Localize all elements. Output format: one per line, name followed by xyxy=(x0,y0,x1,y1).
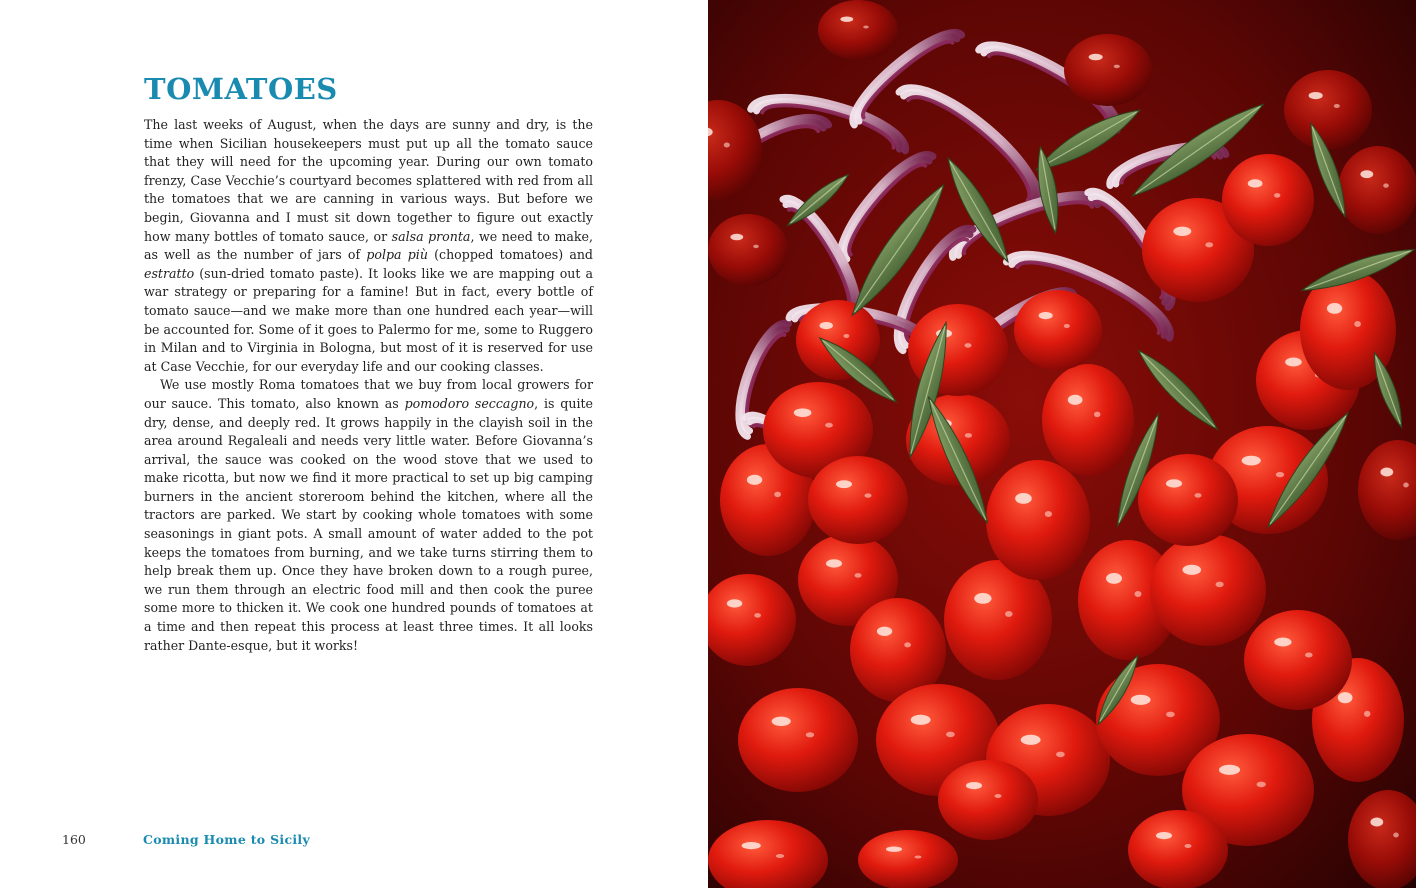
italic-term: salsa pronta xyxy=(391,228,471,244)
tomato xyxy=(1244,610,1352,710)
tomato xyxy=(1150,534,1266,646)
paragraph xyxy=(144,116,593,376)
tomato xyxy=(1338,146,1416,234)
tomato xyxy=(738,688,858,792)
tomato xyxy=(858,830,958,888)
tomato xyxy=(938,760,1038,840)
tomato xyxy=(1128,810,1228,888)
italic-term: polpa più xyxy=(366,247,428,263)
tomato-pot-photo-illustration xyxy=(708,0,1416,888)
tomato xyxy=(1042,364,1134,476)
tomato xyxy=(1064,34,1152,106)
tomato xyxy=(708,214,788,286)
italic-term: pomodoro seccagno xyxy=(404,395,535,411)
paragraph xyxy=(144,376,593,655)
tomato xyxy=(818,0,898,60)
section-title: TOMATOES xyxy=(144,72,338,106)
page-number: 160 xyxy=(62,832,86,847)
text-run: (chopped tomatoes) and xyxy=(427,247,593,263)
tomato xyxy=(1284,70,1372,150)
body-text xyxy=(144,116,593,655)
text-run: , we need to make, as well as the number of jars of xyxy=(144,228,593,263)
tomato xyxy=(808,456,908,544)
running-footer-title: Coming Home to Sicily xyxy=(143,832,311,847)
text-run: , is quite dry, dense, and deeply red. It grows happily in the clayish soil in the area around Regaleali and needs very little water. Before Giovanna’s arrival, the sauce was cooked on the wood stove that we used to make ricotta, but now we find it more practical to set up big camping burners in the ancient storeroom behind the kitchen, where all the tractors are parked. We start by cooking whole tomatoes with some seasonings in giant pots. A small amount of water added to the pot keeps the tomatoes from burning, and we take turns stirring them to help break them up. Once they have broken down to a rough puree, we run them through an electric food mill and then cook the puree some more to thicken it. We cook one hundred pounds of tomatoes at a time and then repeat this process at least three times. It all looks rather Dante-esque, but it works! xyxy=(144,395,594,653)
tomato xyxy=(1222,154,1314,246)
tomato xyxy=(1138,454,1238,546)
tomato xyxy=(986,460,1090,580)
tomato-pot-photo xyxy=(708,0,1416,888)
tomato xyxy=(1014,290,1102,370)
italic-term: estratto xyxy=(144,265,195,281)
text-run: (sun-dried tomato paste). It looks like we are mapping out a war strategy or preparing for a famine! But in fact, every bottle of tomato sauce—and we make more than one hundred each year—will be accounted for. Some of it goes to Palermo for me, some to Ruggero in Milan and to Virginia in Bologna, but most of it is reserved for use at Case Vecchie, for our everyday life and our cooking classes. xyxy=(144,265,593,374)
text-run: We use mostly Roma tomatoes that we buy from local growers for our sauce. This tomato, also known as xyxy=(144,377,593,411)
text-run: The last weeks of August, when the days are sunny and dry, is the time when Sicilian housekeepers must put up all the tomato sauce that they will need for the upcoming year. During our own tomato frenzy, Case Vecchie’s courtyard becomes splattered with red from all the tomatoes that we are canning in various ways. But before we begin, Giovanna and I must sit down together to figure out exactly how many bottles of tomato sauce, or xyxy=(144,117,593,244)
